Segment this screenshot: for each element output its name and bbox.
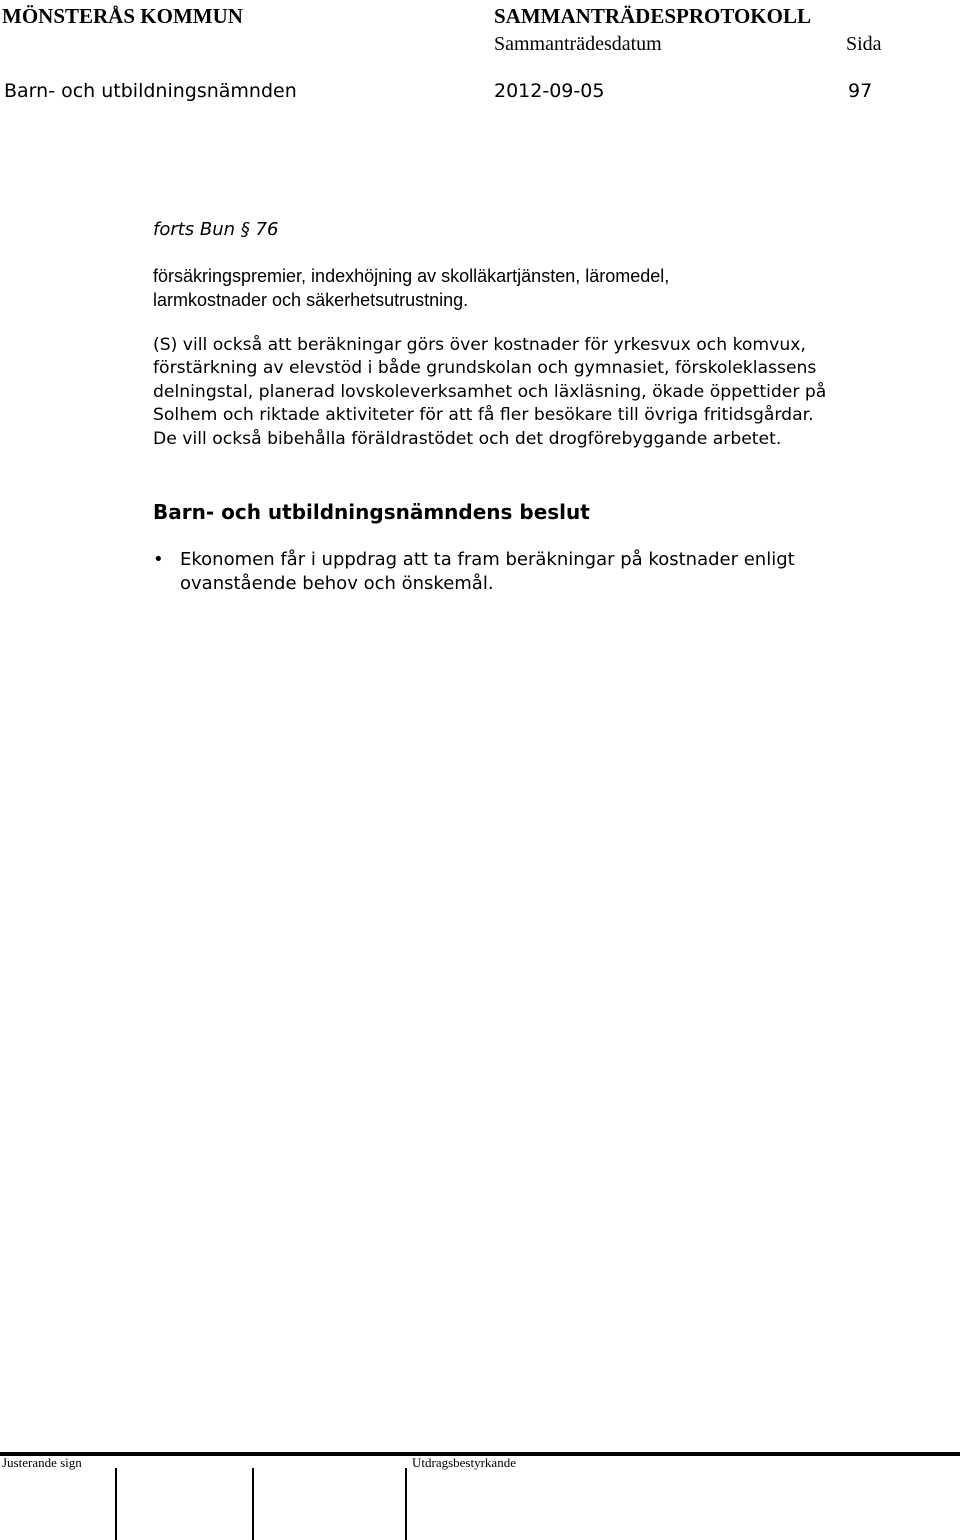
paragraph-line: De vill också bibehålla föräldrastödet och det drogförebyggande arbetet. — [153, 428, 782, 449]
signature-box-divider — [252, 1468, 254, 1540]
paragraph-line: delningstal, planerad lovskoleverksamhet och läxläsning, ökade öppettider på — [153, 381, 827, 402]
decision-item — [180, 548, 795, 595]
page-label: Sida — [846, 33, 882, 55]
paragraph-line: (S) vill också att beräkningar görs över kostnader för yrkesvux och komvux, — [153, 335, 806, 355]
paragraph-line: försäkringspremier, indexhöjning av skolläkartjänsten, läromedel, — [153, 266, 670, 286]
section-reference: forts Bun § 76 — [153, 219, 279, 240]
committee-name: Barn- och utbildningsnämnden — [4, 80, 297, 102]
paragraph-costs — [153, 265, 669, 312]
protocol-title: SAMMANTRÄDESPROTOKOLL — [494, 4, 811, 28]
municipality-name: MÖNSTERÅS KOMMUN — [2, 4, 243, 28]
paragraph-s-proposal — [153, 334, 826, 451]
paragraph-line: förstärkning av elevstöd i både grundskolan och gymnasiet, förskoleklassens — [153, 358, 817, 379]
meeting-date-label: Sammanträdesdatum — [494, 33, 662, 55]
extract-certification-label: Utdragsbestyrkande — [412, 1455, 516, 1470]
page-number: 97 — [848, 80, 873, 102]
decision-line: Ekonomen får i uppdrag att ta fram beräkningar på kostnader enligt — [180, 549, 795, 570]
bullet-icon: • — [153, 549, 164, 570]
meeting-date: 2012-09-05 — [494, 80, 605, 102]
paragraph-line: Solhem och riktade aktiviteter för att få fler besökare till övriga fritidsgårdar. — [153, 405, 814, 426]
decision-line: ovanstående behov och önskemål. — [180, 572, 494, 594]
paragraph-line: larmkostnader och säkerhetsutrustning. — [153, 289, 469, 310]
signature-box-divider — [405, 1468, 407, 1540]
decision-heading: Barn- och utbildningsnämndens beslut — [153, 500, 590, 524]
signature-box-divider — [115, 1468, 117, 1540]
signature-label: Justerande sign — [2, 1455, 82, 1470]
